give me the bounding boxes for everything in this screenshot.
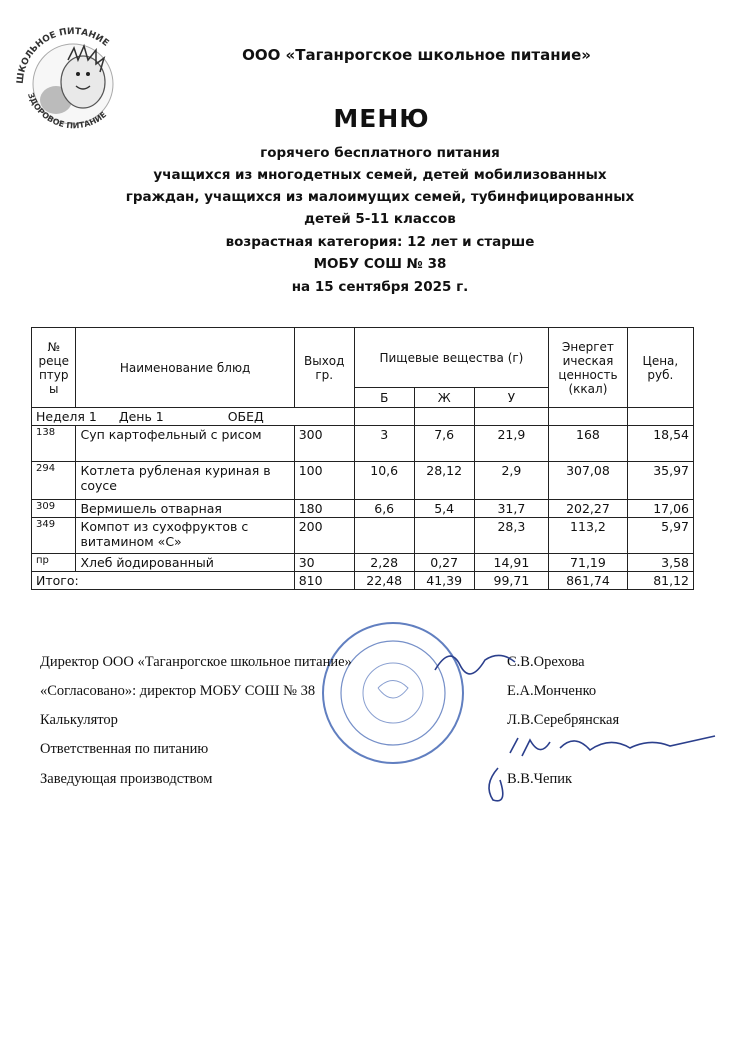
- signature-role: Заведующая производством: [40, 771, 213, 787]
- dish-yield: 200: [294, 518, 354, 554]
- dish-fat: 0,27: [414, 554, 474, 572]
- dish-protein: 3: [354, 426, 414, 462]
- dish-protein: 2,28: [354, 554, 414, 572]
- logo-top-text: ШКОЛЬНОЕ ПИТАНИЕ: [15, 26, 111, 85]
- recipe-no: 138: [32, 426, 76, 462]
- dish-energy: 307,08: [549, 462, 628, 500]
- dish-name: Вермишель отварная: [76, 500, 294, 518]
- dish-yield: 100: [294, 462, 354, 500]
- dish-name: Компот из сухофруктов с витамином «С»: [76, 518, 294, 554]
- section-week: Неделя 1: [36, 409, 97, 424]
- header-dish: Наименование блюд: [76, 328, 294, 408]
- table-row: [32, 554, 694, 572]
- subtitle-line: детей 5-11 классов: [304, 211, 456, 227]
- signature-name: Л.В.Серебрянская: [507, 712, 620, 728]
- total-energy: 861,74: [549, 572, 628, 590]
- dish-carbs: 14,91: [474, 554, 548, 572]
- dish-protein: 6,6: [354, 500, 414, 518]
- table-row: [32, 462, 694, 500]
- dish-name: Суп картофельный с рисом: [76, 426, 294, 462]
- header-recipe-no: № реце птур ы: [32, 328, 76, 408]
- header-energy: Энергет ическая ценность (ккал): [549, 328, 628, 408]
- dish-price: 18,54: [627, 426, 693, 462]
- subtitle-line: граждан, учащихся из малоимущих семей, тубинфицированных: [125, 189, 635, 205]
- dish-price: 3,58: [627, 554, 693, 572]
- dish-name: Котлета рубленая куриная в соусе: [76, 462, 294, 500]
- subtitle-line: учащихся из многодетных семей, детей мобилизованных: [153, 167, 607, 183]
- dish-energy: 113,2: [549, 518, 628, 554]
- header-nutrients: Пищевые вещества (г): [354, 328, 548, 388]
- table-row: [32, 500, 694, 518]
- total-protein: 22,48: [354, 572, 414, 590]
- dish-fat: 5,4: [414, 500, 474, 518]
- dish-carbs: 2,9: [474, 462, 548, 500]
- dish-energy: 71,19: [549, 554, 628, 572]
- recipe-no: 294: [32, 462, 76, 500]
- signature-name: Е.А.Монченко: [507, 683, 597, 699]
- recipe-no: 309: [32, 500, 76, 518]
- age-category: возрастная категория: 12 лет и старше: [225, 234, 535, 250]
- signature-role: «Согласовано»: директор МОБУ СОШ № 38: [40, 683, 316, 699]
- dish-price: 17,06: [627, 500, 693, 518]
- document-title: МЕНЮ: [333, 104, 430, 133]
- recipe-no: пр: [32, 554, 76, 572]
- handwritten-signature: [478, 760, 518, 810]
- total-carbs: 99,71: [474, 572, 548, 590]
- dish-energy: 168: [549, 426, 628, 462]
- handwritten-signature: [500, 728, 720, 768]
- logo-bottom-text: ЗДОРОВОЕ ПИТАНИЕ: [26, 91, 109, 131]
- dish-fat: 28,12: [414, 462, 474, 500]
- dish-protein: [354, 518, 414, 554]
- subtitle-line: горячего бесплатного питания: [260, 145, 500, 161]
- dish-carbs: 28,3: [474, 518, 548, 554]
- dish-fat: [414, 518, 474, 554]
- signature-name: В.В.Чепик: [507, 771, 573, 787]
- total-row: [32, 572, 694, 590]
- menu-table: [31, 327, 694, 590]
- dish-protein: 10,6: [354, 462, 414, 500]
- handwritten-signature: [430, 640, 520, 680]
- total-yield: 810: [294, 572, 354, 590]
- school-name: МОБУ СОШ № 38: [313, 256, 447, 272]
- dish-price: 5,97: [627, 518, 693, 554]
- dish-name: Хлеб йодированный: [76, 554, 294, 572]
- recipe-no: 349: [32, 518, 76, 554]
- section-day: День 1: [118, 409, 164, 424]
- company-name: ООО «Таганрогское школьное питание»: [242, 46, 591, 64]
- total-fat: 41,39: [414, 572, 474, 590]
- signature-role: Ответственная по питанию: [40, 741, 209, 757]
- total-price: 81,12: [627, 572, 693, 590]
- table-row: [32, 426, 694, 462]
- menu-date: на 15 сентября 2025 г.: [291, 279, 469, 295]
- dish-yield: 180: [294, 500, 354, 518]
- header-price: Цена, руб.: [627, 328, 693, 408]
- dish-fat: 7,6: [414, 426, 474, 462]
- signature-name: С.В.Орехова: [507, 654, 585, 670]
- total-label: Итого:: [32, 572, 295, 590]
- table-row: [32, 518, 694, 554]
- dish-yield: 300: [294, 426, 354, 462]
- dish-carbs: 31,7: [474, 500, 548, 518]
- dish-price: 35,97: [627, 462, 693, 500]
- header-fat: Ж: [414, 388, 474, 408]
- header-yield: Выход гр.: [294, 328, 354, 408]
- header-carbs: У: [474, 388, 548, 408]
- section-meal: ОБЕД: [227, 409, 264, 424]
- header-protein: Б: [354, 388, 414, 408]
- dish-energy: 202,27: [549, 500, 628, 518]
- dish-yield: 30: [294, 554, 354, 572]
- section-row: [32, 408, 694, 426]
- signature-role: Директор ООО «Таганрогское школьное питание»: [40, 654, 352, 670]
- signature-role: Калькулятор: [40, 712, 118, 728]
- dish-carbs: 21,9: [474, 426, 548, 462]
